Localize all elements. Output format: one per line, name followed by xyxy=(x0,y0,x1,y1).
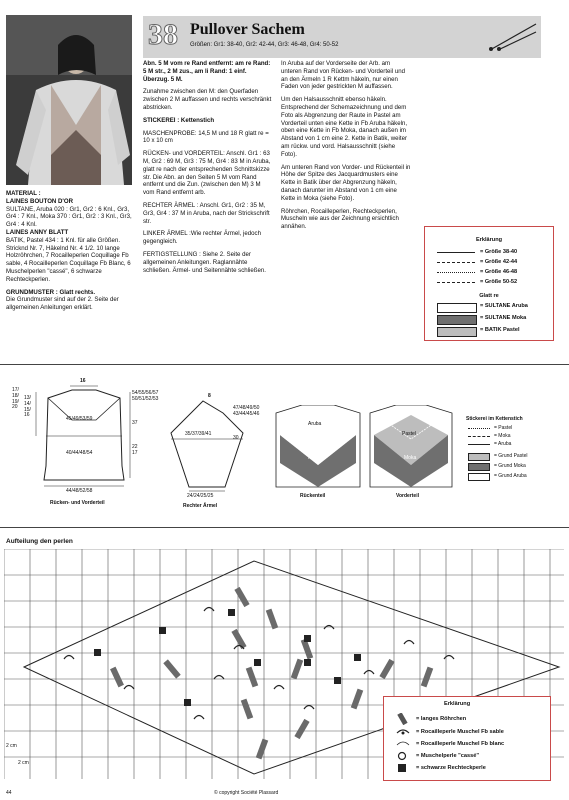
bead-rectangle xyxy=(184,699,191,706)
pattern-number: 38 xyxy=(148,18,178,51)
sleeve-caption: Rechter Ärmel xyxy=(183,503,218,509)
bead-legend-rechteck: = schwarze Rechteckperle xyxy=(394,763,544,773)
instructions-col-3 xyxy=(281,60,411,236)
body-neck: 45/49/53/59 xyxy=(66,416,93,422)
bead-tube xyxy=(234,587,249,607)
grundmuster-text: Die Grundmuster sind auf der 2. Seite der allgemeinen Anleitungen erklärt. xyxy=(6,296,119,312)
para-unterer-rand: Am unteren Rand von Vorder- und Rückenteil in Höhe der Spitze des Jacquardmusters eine Kette in Batik über der Abgrenzung häkeln, danach darunter im Abstand von 1 cm eine Kette in Moka (siehe Foto). xyxy=(281,163,411,202)
back-label-aruba: Aruba xyxy=(308,421,322,427)
bead-rectangle xyxy=(159,627,166,634)
separator-top xyxy=(0,364,569,365)
brand-1-text: SULTANE, Aruba 020 : Gr1, Gr2 : 6 Knl., Gr3, Gr4 : 7 Knl., Moka 370 : Gr1, Gr2 : 3 Knl., Gr3, Gr4 : 4 Knl. xyxy=(6,205,132,229)
para-abn: Abn. 5 M vom re Rand entfernt: am re Rand: 5 M str., 2 M zus., am li Rand: 1 einf. Überzug. 5 M. xyxy=(143,60,271,83)
brand-2: LAINES ANNY BLATT xyxy=(6,228,69,236)
material-section xyxy=(6,190,136,312)
bead-shell xyxy=(364,671,374,675)
bead-rectangle xyxy=(304,659,311,666)
body-left2-dims: 13/ 14/ 15/ 16 xyxy=(24,395,31,419)
legend-yarn-moka: = SULTANE Moka xyxy=(425,315,553,325)
bead-tube xyxy=(256,739,268,760)
stickerei-title: Stickerei im Kettenstich xyxy=(466,416,523,422)
bead-legend-muschel: = Muschelperle "cassé" xyxy=(394,751,544,761)
bead-shell xyxy=(194,716,204,720)
bead-rectangle xyxy=(228,609,235,616)
copyright: © copyright Société Plassard xyxy=(214,790,279,796)
stickerei-legend: Stickerei im Kettenstich = Pastel = Moka = Aruba = Grund Pastel = Grund Moka = Grund Aruba xyxy=(466,416,566,496)
sleeve-width: 35/37/39/41 xyxy=(185,431,212,437)
beads-title: Aufteilung den perlen xyxy=(6,538,73,545)
legend-size-4: = Größe 50-52 xyxy=(425,279,553,287)
legend-box xyxy=(424,226,554,341)
instructions-col-2 xyxy=(143,60,273,279)
knitting-needles-icon xyxy=(488,20,538,57)
body-right-top: 54/55/56/57 50/51/52/53 xyxy=(132,390,159,402)
bead-tube xyxy=(351,689,363,710)
bead-shell xyxy=(204,608,214,612)
bead-tube xyxy=(246,667,258,688)
bead-legend-blanc: = Rocailleperle Muschel Fb blanc xyxy=(394,739,544,749)
model-photo xyxy=(6,15,132,185)
bead-legend-tube: = langes Röhrchen xyxy=(394,713,544,725)
legend-size-3: = Größe 46-48 xyxy=(425,269,553,277)
bead-tube xyxy=(110,667,124,688)
size-line: Größen: Gr1: 38-40, Gr2: 42-44, Gr3: 46-48, Gr4: 50-52 xyxy=(190,42,339,48)
bead-rectangle xyxy=(304,635,311,642)
bead-shell xyxy=(304,706,314,710)
page-title: Pullover Sachem xyxy=(190,21,305,38)
schematic-body xyxy=(10,378,159,523)
body-right-mid: 37 xyxy=(132,420,138,426)
body-right-low: 22 17 xyxy=(132,444,138,456)
scale-vertical: 2 cm xyxy=(6,743,17,749)
legend-glatt: Glatt re xyxy=(479,293,499,299)
bead-tube xyxy=(379,659,394,679)
sleeve-side: 30 xyxy=(233,435,239,441)
para-perlen: Röhrchen, Rocailleperlen, Rechteckperlen, Muscheln wie aus der Zeichnung ersichtlich annähen. xyxy=(281,207,399,231)
body-left-dims: 17/ 18/ 19/ 20 xyxy=(12,387,19,411)
bead-tube xyxy=(163,659,180,678)
bead-shell xyxy=(444,656,454,660)
bead-shell xyxy=(274,686,284,690)
front-label-pastel: Pastel xyxy=(402,431,416,437)
bead-tube xyxy=(241,699,253,720)
back-caption: Rückenteil xyxy=(300,493,326,499)
bead-tube xyxy=(291,659,303,680)
brand-2-text: BATIK, Pastel 434 : 1 Knl. für alle Größen. Stricknd Nr. 7, Häkelnd Nr. 4 1/2. 10 lange Holzröhrchen, 7 Rocailleperlen Coquillage Fb sable, 4 Rocailleperlen Coquillage Fb Blanc, 6 Muschelperlen "cassé", 6 schwarze Rechteckperlen. xyxy=(6,236,131,283)
para-maschenprobe: MASCHENPROBE: 14,5 M und 18 R glatt re = 10 x 10 cm xyxy=(143,129,269,145)
bead-legend-sable: = Rocailleperle Muschel Fb sable xyxy=(394,727,544,737)
bead-tube xyxy=(294,719,309,739)
material-heading: MATERIAL : xyxy=(6,190,41,197)
para-halsausschnitt: Um den Halsausschnitt ebenso häkeln. Entsprechend der Schemazeichnung und dem Foto als Abgrenzung der Raute in Pastel am Vorderteil unten eine Kette in Fb Aruba häkeln, oben eine Kette in Fb Moka, danach außen im Abstand von 1 cm eine 2. Kette in Batik, weiter am rückw. und vord. Halsausschnitt (siehe Foto). xyxy=(281,96,408,158)
bead-rectangle xyxy=(354,654,361,661)
bead-rectangle xyxy=(94,649,101,656)
legend-title: Erklärung xyxy=(475,237,503,243)
bead-tube xyxy=(231,629,246,649)
bead-legend-title: Erklärung xyxy=(444,701,471,707)
brand-1: LAINES BOUTON D'OR xyxy=(6,197,74,205)
bead-shell xyxy=(214,676,224,680)
separator-bottom xyxy=(0,527,569,528)
body-bottom-width: 44/48/52/58 xyxy=(66,488,93,494)
page-number: 44 xyxy=(6,790,12,796)
legend-size-2: = Größe 42-44 xyxy=(425,259,553,267)
sleeve-right-dims: 47/48/49/50 43/44/45/46 xyxy=(233,405,260,417)
para-kettm: In Aruba auf der Vorderseite der Arb. am unteren Rand von Rücken- und Vorderteil und an den Ärmeln 1 R Kettm häkeln, nur einen Faden von jeder gestrickten M auffassen. xyxy=(281,60,405,91)
bead-rectangle xyxy=(254,659,261,666)
bead-legend xyxy=(383,696,551,781)
para-linker-aermel: LINKER ÄRMEL :Wie rechter Ärmel, jedoch gegengleich. xyxy=(143,230,261,246)
bead-shell xyxy=(124,686,134,690)
legend-yarn-aruba: = SULTANE Aruba xyxy=(425,303,553,313)
body-top-width: 16 xyxy=(80,378,86,384)
bead-tube xyxy=(421,667,433,688)
legend-yarn-pastel: = BATIK Pastel xyxy=(425,327,553,337)
schematic-back-front xyxy=(272,405,458,505)
back-label-moka: Moka xyxy=(308,455,321,461)
schematic-sleeve xyxy=(163,393,281,511)
para-zunahme: Zunahme zwischen den M: den Querfaden zwischen 2 M auffassen und rechts verschränkt abstricken. xyxy=(143,88,272,111)
para-fertigstellung: FERTIGSTELLUNG : Siehe 2. Seite der allgemeinen Anleitungen. Raglannähte schließen. Ärmel- und Seitennähte schließen. xyxy=(143,250,266,274)
para-stickerei: STICKEREI : Kettenstich xyxy=(143,116,215,124)
bead-shell xyxy=(64,656,74,660)
grundmuster-heading: GRUNDMUSTER : Glatt rechts. xyxy=(6,288,96,296)
sleeve-bottom: 24/24/25/25 xyxy=(187,493,214,499)
legend-size-1: = Größe 38-40 xyxy=(425,249,553,257)
bead-rectangle xyxy=(334,677,341,684)
front-caption: Vorderteil xyxy=(396,493,419,499)
body-caption: Rücken- und Vorderteil xyxy=(50,500,105,506)
bead-tube xyxy=(266,609,278,630)
para-rechter-aermel: RECHTER ÄRMEL : Anschl. Gr1, Gr2 : 35 M, Gr3, Gr4 : 37 M in Aruba, nach der Strickschrift str. xyxy=(143,201,270,225)
front-label-moka: Moka xyxy=(404,455,417,461)
sleeve-top: 8 xyxy=(208,393,211,399)
scale-horizontal: 2 cm xyxy=(18,760,29,766)
bead-shell xyxy=(404,641,414,645)
body-width: 40/44/48/54 xyxy=(66,450,93,456)
para-ruecken: RÜCKEN- und VORDERTEIL: Anschl. Gr1 : 63 M, Gr2 : 69 M, Gr3 : 75 M, Gr4 : 83 M in Aruba, glatt re nach der entsprechenden Schnittskizze str. Die Abn. an den Seiten 5 M vom Rand entfernt und die Zun. (zwischen den M) 3 M vom Rand entfernt arb. xyxy=(143,150,271,197)
